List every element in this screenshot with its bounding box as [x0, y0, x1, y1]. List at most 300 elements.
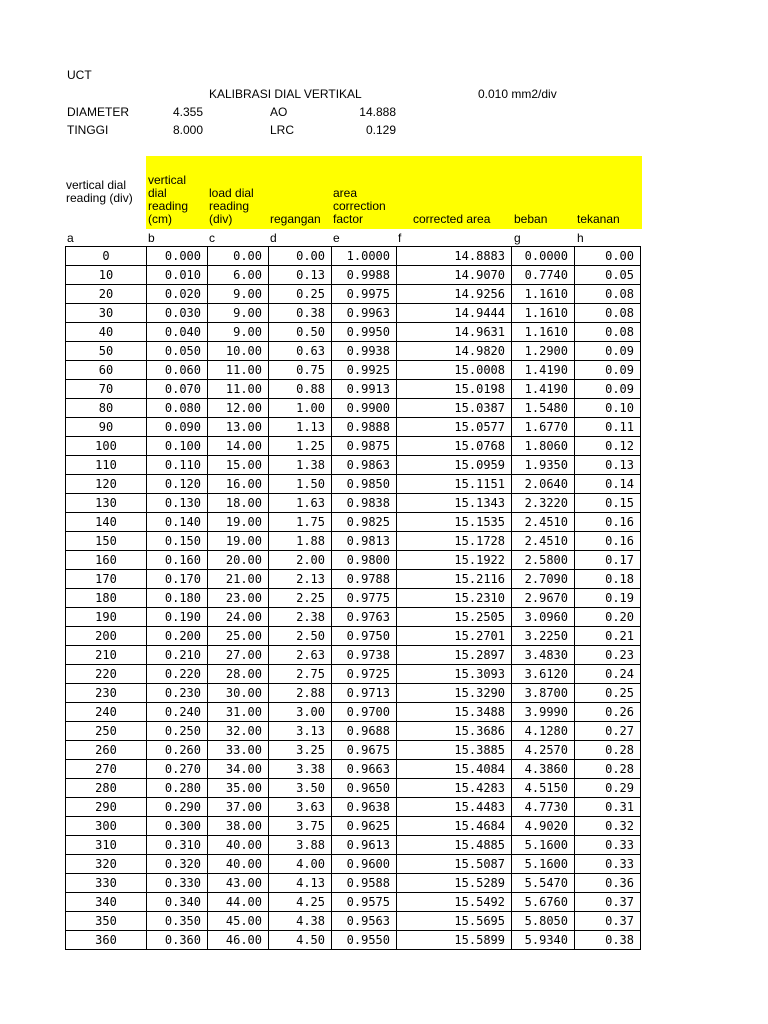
- cell-corrected-area: 15.4483: [397, 798, 512, 817]
- col-header-h: tekanan: [577, 212, 620, 226]
- cell-vertical-dial-cm: 0.250: [147, 722, 208, 741]
- table-row: [66, 931, 641, 950]
- cell-beban: 1.2900: [512, 342, 575, 361]
- cell-corrected-area: 15.4885: [397, 836, 512, 855]
- cell-load-dial-div: 35.00: [208, 779, 269, 798]
- cell-load-dial-div: 19.00: [208, 513, 269, 532]
- cell-vertical-dial-cm: 0.350: [147, 912, 208, 931]
- cell-area-correction: 0.9963: [332, 304, 397, 323]
- cell-area-correction: 0.9750: [332, 627, 397, 646]
- cell-regangan: 3.25: [269, 741, 332, 760]
- cell-area-correction: 0.9813: [332, 532, 397, 551]
- cell-vertical-dial-div: 70: [66, 380, 147, 399]
- cell-tekanan: 0.31: [575, 798, 641, 817]
- cell-area-correction: 0.9713: [332, 684, 397, 703]
- table-row: [66, 589, 641, 608]
- cell-tekanan: 0.28: [575, 760, 641, 779]
- cell-tekanan: 0.08: [575, 323, 641, 342]
- table-row: [66, 646, 641, 665]
- table-row: [66, 836, 641, 855]
- cell-area-correction: 0.9788: [332, 570, 397, 589]
- table-row: [66, 285, 641, 304]
- cell-regangan: 0.75: [269, 361, 332, 380]
- cell-load-dial-div: 30.00: [208, 684, 269, 703]
- cell-tekanan: 0.00: [575, 247, 641, 266]
- cell-area-correction: 0.9700: [332, 703, 397, 722]
- cell-load-dial-div: 44.00: [208, 893, 269, 912]
- cell-area-correction: 0.9625: [332, 817, 397, 836]
- cell-vertical-dial-cm: 0.020: [147, 285, 208, 304]
- cell-beban: 1.4190: [512, 380, 575, 399]
- cell-vertical-dial-div: 340: [66, 893, 147, 912]
- cell-vertical-dial-cm: 0.130: [147, 494, 208, 513]
- data-table: [65, 246, 641, 950]
- cell-area-correction: 1.0000: [332, 247, 397, 266]
- cell-corrected-area: 15.2897: [397, 646, 512, 665]
- cell-beban: 1.9350: [512, 456, 575, 475]
- cell-corrected-area: 15.5087: [397, 855, 512, 874]
- cell-vertical-dial-div: 240: [66, 703, 147, 722]
- cell-load-dial-div: 24.00: [208, 608, 269, 627]
- cell-load-dial-div: 34.00: [208, 760, 269, 779]
- cell-vertical-dial-div: 360: [66, 931, 147, 950]
- cell-vertical-dial-div: 80: [66, 399, 147, 418]
- cell-beban: 0.7740: [512, 266, 575, 285]
- col-letter-d: d: [270, 231, 277, 245]
- cell-beban: 5.8050: [512, 912, 575, 931]
- cell-vertical-dial-cm: 0.310: [147, 836, 208, 855]
- cell-vertical-dial-cm: 0.150: [147, 532, 208, 551]
- cell-vertical-dial-cm: 0.320: [147, 855, 208, 874]
- cell-corrected-area: 15.4684: [397, 817, 512, 836]
- ao-label: AO: [270, 105, 288, 119]
- cell-vertical-dial-cm: 0.010: [147, 266, 208, 285]
- cell-beban: 1.6770: [512, 418, 575, 437]
- cell-beban: 4.3860: [512, 760, 575, 779]
- cell-corrected-area: 14.9070: [397, 266, 512, 285]
- cell-load-dial-div: 40.00: [208, 855, 269, 874]
- col-header-g: beban: [514, 212, 548, 226]
- cell-regangan: 0.88: [269, 380, 332, 399]
- cell-regangan: 2.88: [269, 684, 332, 703]
- cell-corrected-area: 15.1728: [397, 532, 512, 551]
- cell-beban: 4.9020: [512, 817, 575, 836]
- cell-regangan: 3.13: [269, 722, 332, 741]
- table-row: [66, 323, 641, 342]
- cell-corrected-area: 15.1535: [397, 513, 512, 532]
- cell-beban: 5.1600: [512, 836, 575, 855]
- cell-vertical-dial-div: 290: [66, 798, 147, 817]
- cell-regangan: 3.50: [269, 779, 332, 798]
- cell-vertical-dial-div: 50: [66, 342, 147, 361]
- cell-vertical-dial-div: 100: [66, 437, 147, 456]
- cell-load-dial-div: 33.00: [208, 741, 269, 760]
- table-row: [66, 266, 641, 285]
- cell-tekanan: 0.11: [575, 418, 641, 437]
- cell-vertical-dial-div: 40: [66, 323, 147, 342]
- table-row: [66, 380, 641, 399]
- table-row: [66, 342, 641, 361]
- cell-vertical-dial-div: 350: [66, 912, 147, 931]
- cell-beban: 2.9670: [512, 589, 575, 608]
- cell-vertical-dial-cm: 0.290: [147, 798, 208, 817]
- cell-tekanan: 0.10: [575, 399, 641, 418]
- cell-vertical-dial-div: 160: [66, 551, 147, 570]
- cell-tekanan: 0.25: [575, 684, 641, 703]
- cell-beban: 4.1280: [512, 722, 575, 741]
- table-row: [66, 551, 641, 570]
- cell-corrected-area: 14.9820: [397, 342, 512, 361]
- cell-load-dial-div: 10.00: [208, 342, 269, 361]
- cell-load-dial-div: 6.00: [208, 266, 269, 285]
- cell-corrected-area: 15.0768: [397, 437, 512, 456]
- cell-corrected-area: 15.3488: [397, 703, 512, 722]
- cell-corrected-area: 15.0959: [397, 456, 512, 475]
- table-row: [66, 361, 641, 380]
- cell-corrected-area: 15.0008: [397, 361, 512, 380]
- cell-vertical-dial-cm: 0.200: [147, 627, 208, 646]
- cell-vertical-dial-div: 190: [66, 608, 147, 627]
- cell-regangan: 4.50: [269, 931, 332, 950]
- col-letter-g: g: [514, 231, 521, 245]
- cell-area-correction: 0.9650: [332, 779, 397, 798]
- cell-load-dial-div: 45.00: [208, 912, 269, 931]
- col-letter-h: h: [577, 231, 584, 245]
- cell-load-dial-div: 28.00: [208, 665, 269, 684]
- cell-load-dial-div: 21.00: [208, 570, 269, 589]
- cell-load-dial-div: 38.00: [208, 817, 269, 836]
- table-row: [66, 494, 641, 513]
- cell-regangan: 1.63: [269, 494, 332, 513]
- cell-vertical-dial-cm: 0.280: [147, 779, 208, 798]
- cell-beban: 1.1610: [512, 323, 575, 342]
- cell-tekanan: 0.33: [575, 836, 641, 855]
- cell-area-correction: 0.9825: [332, 513, 397, 532]
- table-row: [66, 532, 641, 551]
- cell-load-dial-div: 0.00: [208, 247, 269, 266]
- cell-vertical-dial-div: 200: [66, 627, 147, 646]
- cell-vertical-dial-div: 140: [66, 513, 147, 532]
- cell-regangan: 3.38: [269, 760, 332, 779]
- cell-tekanan: 0.33: [575, 855, 641, 874]
- cell-load-dial-div: 15.00: [208, 456, 269, 475]
- cell-vertical-dial-cm: 0.070: [147, 380, 208, 399]
- cell-area-correction: 0.9763: [332, 608, 397, 627]
- cell-regangan: 1.25: [269, 437, 332, 456]
- cell-beban: 1.5480: [512, 399, 575, 418]
- table-row: [66, 741, 641, 760]
- cell-beban: 3.8700: [512, 684, 575, 703]
- cell-vertical-dial-div: 260: [66, 741, 147, 760]
- cell-corrected-area: 15.0577: [397, 418, 512, 437]
- cell-regangan: 0.13: [269, 266, 332, 285]
- cell-corrected-area: 14.9256: [397, 285, 512, 304]
- cell-tekanan: 0.08: [575, 285, 641, 304]
- cell-vertical-dial-cm: 0.110: [147, 456, 208, 475]
- cell-area-correction: 0.9838: [332, 494, 397, 513]
- cell-load-dial-div: 18.00: [208, 494, 269, 513]
- cell-vertical-dial-cm: 0.040: [147, 323, 208, 342]
- table-row: [66, 893, 641, 912]
- cell-beban: 2.7090: [512, 570, 575, 589]
- cell-vertical-dial-cm: 0.170: [147, 570, 208, 589]
- cell-regangan: 1.88: [269, 532, 332, 551]
- cell-load-dial-div: 46.00: [208, 931, 269, 950]
- cell-tekanan: 0.21: [575, 627, 641, 646]
- cell-beban: 3.6120: [512, 665, 575, 684]
- cell-vertical-dial-div: 250: [66, 722, 147, 741]
- cell-corrected-area: 15.3290: [397, 684, 512, 703]
- cell-regangan: 2.13: [269, 570, 332, 589]
- cell-corrected-area: 15.5899: [397, 931, 512, 950]
- cell-beban: 0.0000: [512, 247, 575, 266]
- table-row: [66, 798, 641, 817]
- table-row: [66, 399, 641, 418]
- cell-regangan: 4.38: [269, 912, 332, 931]
- cell-load-dial-div: 32.00: [208, 722, 269, 741]
- cell-tekanan: 0.24: [575, 665, 641, 684]
- cell-vertical-dial-cm: 0.160: [147, 551, 208, 570]
- table-row: [66, 874, 641, 893]
- cell-area-correction: 0.9738: [332, 646, 397, 665]
- cell-vertical-dial-cm: 0.000: [147, 247, 208, 266]
- cell-regangan: 0.38: [269, 304, 332, 323]
- cell-load-dial-div: 13.00: [208, 418, 269, 437]
- cell-load-dial-div: 9.00: [208, 323, 269, 342]
- cell-vertical-dial-div: 120: [66, 475, 147, 494]
- cell-regangan: 2.75: [269, 665, 332, 684]
- cell-load-dial-div: 11.00: [208, 361, 269, 380]
- cell-corrected-area: 15.1343: [397, 494, 512, 513]
- cell-load-dial-div: 12.00: [208, 399, 269, 418]
- cell-vertical-dial-cm: 0.270: [147, 760, 208, 779]
- cell-beban: 1.8060: [512, 437, 575, 456]
- cell-load-dial-div: 37.00: [208, 798, 269, 817]
- cell-vertical-dial-cm: 0.210: [147, 646, 208, 665]
- cell-regangan: 3.75: [269, 817, 332, 836]
- cell-area-correction: 0.9913: [332, 380, 397, 399]
- cell-beban: 2.0640: [512, 475, 575, 494]
- cell-tekanan: 0.09: [575, 342, 641, 361]
- cell-regangan: 2.63: [269, 646, 332, 665]
- cell-corrected-area: 15.1922: [397, 551, 512, 570]
- cell-vertical-dial-div: 20: [66, 285, 147, 304]
- cell-beban: 1.1610: [512, 285, 575, 304]
- cell-corrected-area: 15.5492: [397, 893, 512, 912]
- cell-vertical-dial-div: 220: [66, 665, 147, 684]
- cell-area-correction: 0.9663: [332, 760, 397, 779]
- cell-regangan: 1.50: [269, 475, 332, 494]
- cell-tekanan: 0.36: [575, 874, 641, 893]
- cell-corrected-area: 15.2116: [397, 570, 512, 589]
- cell-beban: 5.9340: [512, 931, 575, 950]
- cell-tekanan: 0.14: [575, 475, 641, 494]
- cell-vertical-dial-cm: 0.080: [147, 399, 208, 418]
- cell-area-correction: 0.9988: [332, 266, 397, 285]
- cell-corrected-area: 15.0387: [397, 399, 512, 418]
- cell-regangan: 3.88: [269, 836, 332, 855]
- col-letter-e: e: [333, 231, 340, 245]
- cell-area-correction: 0.9800: [332, 551, 397, 570]
- col-letter-f: f: [398, 231, 402, 245]
- cell-regangan: 2.50: [269, 627, 332, 646]
- cell-corrected-area: 15.2310: [397, 589, 512, 608]
- cell-corrected-area: 15.2701: [397, 627, 512, 646]
- cell-load-dial-div: 31.00: [208, 703, 269, 722]
- cell-load-dial-div: 20.00: [208, 551, 269, 570]
- cell-vertical-dial-div: 300: [66, 817, 147, 836]
- cell-vertical-dial-cm: 0.180: [147, 589, 208, 608]
- cell-vertical-dial-div: 210: [66, 646, 147, 665]
- cell-vertical-dial-div: 170: [66, 570, 147, 589]
- cell-beban: 5.1600: [512, 855, 575, 874]
- cell-vertical-dial-cm: 0.260: [147, 741, 208, 760]
- cell-corrected-area: 15.1151: [397, 475, 512, 494]
- cell-regangan: 2.25: [269, 589, 332, 608]
- cell-corrected-area: 15.3093: [397, 665, 512, 684]
- cell-tekanan: 0.05: [575, 266, 641, 285]
- cell-tekanan: 0.18: [575, 570, 641, 589]
- cell-vertical-dial-div: 0: [66, 247, 147, 266]
- cell-tekanan: 0.38: [575, 931, 641, 950]
- cell-corrected-area: 15.5289: [397, 874, 512, 893]
- table-row: [66, 456, 641, 475]
- col-header-b: vertical dial reading (cm): [148, 173, 189, 226]
- cell-area-correction: 0.9575: [332, 893, 397, 912]
- lrc-label: LRC: [270, 123, 295, 137]
- cell-beban: 3.0960: [512, 608, 575, 627]
- ao-value: 14.888: [359, 105, 396, 119]
- cell-tekanan: 0.09: [575, 361, 641, 380]
- cell-vertical-dial-cm: 0.060: [147, 361, 208, 380]
- cell-beban: 4.7730: [512, 798, 575, 817]
- cell-regangan: 3.00: [269, 703, 332, 722]
- cell-vertical-dial-cm: 0.360: [147, 931, 208, 950]
- table-row: [66, 779, 641, 798]
- col-header-a: vertical dial reading (div): [66, 178, 133, 205]
- cell-regangan: 2.38: [269, 608, 332, 627]
- cell-vertical-dial-cm: 0.230: [147, 684, 208, 703]
- cell-tekanan: 0.15: [575, 494, 641, 513]
- cell-area-correction: 0.9613: [332, 836, 397, 855]
- cell-area-correction: 0.9600: [332, 855, 397, 874]
- cell-vertical-dial-div: 320: [66, 855, 147, 874]
- cell-area-correction: 0.9925: [332, 361, 397, 380]
- cell-beban: 2.4510: [512, 513, 575, 532]
- cell-area-correction: 0.9775: [332, 589, 397, 608]
- lrc-value: 0.129: [365, 123, 396, 137]
- uct-label: UCT: [67, 68, 92, 82]
- cell-area-correction: 0.9588: [332, 874, 397, 893]
- cell-regangan: 3.63: [269, 798, 332, 817]
- cell-tekanan: 0.09: [575, 380, 641, 399]
- cell-corrected-area: 14.8883: [397, 247, 512, 266]
- cell-corrected-area: 15.4283: [397, 779, 512, 798]
- col-header-c: load dial reading (div): [209, 186, 254, 226]
- table-row: [66, 627, 641, 646]
- cell-tekanan: 0.20: [575, 608, 641, 627]
- cell-corrected-area: 15.3686: [397, 722, 512, 741]
- table-row: [66, 722, 641, 741]
- cell-beban: 2.3220: [512, 494, 575, 513]
- cell-area-correction: 0.9875: [332, 437, 397, 456]
- cell-corrected-area: 14.9631: [397, 323, 512, 342]
- cell-tekanan: 0.27: [575, 722, 641, 741]
- cell-beban: 3.2250: [512, 627, 575, 646]
- cell-load-dial-div: 40.00: [208, 836, 269, 855]
- table-row: [66, 418, 641, 437]
- cell-vertical-dial-div: 30: [66, 304, 147, 323]
- col-header-d: regangan: [270, 212, 321, 226]
- cell-tekanan: 0.19: [575, 589, 641, 608]
- cell-vertical-dial-div: 230: [66, 684, 147, 703]
- cell-vertical-dial-cm: 0.100: [147, 437, 208, 456]
- cell-tekanan: 0.28: [575, 741, 641, 760]
- cell-tekanan: 0.12: [575, 437, 641, 456]
- cell-beban: 5.6760: [512, 893, 575, 912]
- cell-vertical-dial-div: 10: [66, 266, 147, 285]
- cell-area-correction: 0.9900: [332, 399, 397, 418]
- cell-load-dial-div: 11.00: [208, 380, 269, 399]
- cell-area-correction: 0.9938: [332, 342, 397, 361]
- cell-vertical-dial-cm: 0.220: [147, 665, 208, 684]
- cell-area-correction: 0.9550: [332, 931, 397, 950]
- cell-beban: 1.4190: [512, 361, 575, 380]
- cell-regangan: 1.13: [269, 418, 332, 437]
- cell-corrected-area: 15.2505: [397, 608, 512, 627]
- cell-load-dial-div: 9.00: [208, 285, 269, 304]
- cell-area-correction: 0.9863: [332, 456, 397, 475]
- cell-regangan: 1.38: [269, 456, 332, 475]
- table-row: [66, 855, 641, 874]
- table-row: [66, 665, 641, 684]
- cell-vertical-dial-div: 180: [66, 589, 147, 608]
- col-header-f: corrected area: [413, 212, 491, 226]
- cell-vertical-dial-cm: 0.050: [147, 342, 208, 361]
- cell-tekanan: 0.23: [575, 646, 641, 665]
- cell-area-correction: 0.9675: [332, 741, 397, 760]
- cell-load-dial-div: 19.00: [208, 532, 269, 551]
- table-row: [66, 684, 641, 703]
- cell-area-correction: 0.9950: [332, 323, 397, 342]
- cell-beban: 2.4510: [512, 532, 575, 551]
- cell-load-dial-div: 9.00: [208, 304, 269, 323]
- diameter-label: DIAMETER: [67, 105, 130, 119]
- cell-regangan: 2.00: [269, 551, 332, 570]
- table-row: [66, 760, 641, 779]
- diameter-value: 4.355: [173, 105, 204, 119]
- cell-vertical-dial-div: 280: [66, 779, 147, 798]
- cell-tekanan: 0.29: [575, 779, 641, 798]
- cell-vertical-dial-div: 330: [66, 874, 147, 893]
- cell-load-dial-div: 43.00: [208, 874, 269, 893]
- table-row: [66, 817, 641, 836]
- col-letter-b: b: [148, 231, 155, 245]
- cell-vertical-dial-cm: 0.090: [147, 418, 208, 437]
- cell-tekanan: 0.26: [575, 703, 641, 722]
- cell-regangan: 4.25: [269, 893, 332, 912]
- cell-tekanan: 0.17: [575, 551, 641, 570]
- cell-regangan: 4.00: [269, 855, 332, 874]
- col-letter-a: a: [67, 231, 74, 245]
- col-header-e: area correction factor: [333, 186, 386, 226]
- cell-beban: 3.9990: [512, 703, 575, 722]
- cell-regangan: 4.13: [269, 874, 332, 893]
- cell-load-dial-div: 25.00: [208, 627, 269, 646]
- calibration-value: 0.010 mm2/div: [478, 87, 557, 101]
- cell-tekanan: 0.08: [575, 304, 641, 323]
- cell-corrected-area: 15.5695: [397, 912, 512, 931]
